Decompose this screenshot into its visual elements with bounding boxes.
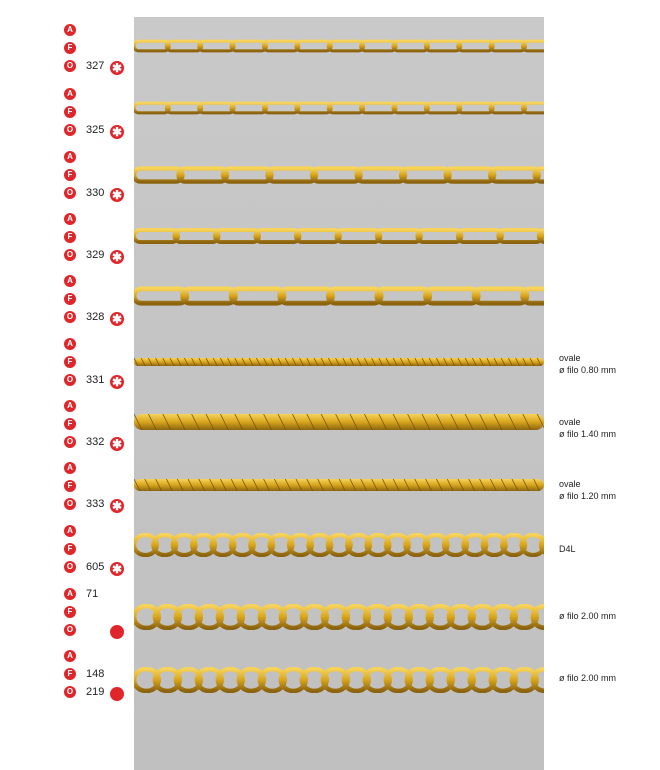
chain-image — [134, 38, 544, 59]
badge-a: A — [64, 275, 76, 287]
chain-spec-note — [559, 543, 576, 555]
dot-icon — [110, 625, 124, 639]
badge-f: F — [64, 668, 76, 680]
article-code-o: 605 — [86, 561, 105, 573]
chain-spec-note — [559, 672, 616, 684]
chain-image — [134, 533, 544, 562]
spec-line: ø filo 0.80 mm — [559, 365, 617, 375]
dot-icon — [110, 687, 124, 701]
badge-a: A — [64, 525, 76, 537]
badge-a: A — [64, 88, 76, 100]
spec-line: ø filo 1.40 mm — [559, 429, 617, 439]
spec-line: D4L — [559, 544, 576, 554]
article-code-o: 219 — [86, 686, 105, 698]
chain-image — [134, 604, 544, 635]
badge-f: F — [64, 169, 76, 181]
chain-image — [134, 667, 544, 698]
badge-f: F — [64, 606, 76, 618]
badge-a: A — [64, 588, 76, 600]
badge-o: O — [64, 436, 76, 448]
chain-spec-note — [559, 416, 616, 440]
asterisk-icon: ✱ — [111, 188, 123, 202]
badge-a: A — [64, 462, 76, 474]
chain-image — [134, 353, 544, 371]
article-code-o: 330 — [86, 187, 105, 199]
spec-line: ovale — [559, 353, 581, 363]
chain-spec-note — [559, 478, 616, 502]
badge-o: O — [64, 187, 76, 199]
badge-a: A — [64, 24, 76, 36]
badge-f: F — [64, 106, 76, 118]
spec-line: ø filo 1.20 mm — [559, 491, 617, 501]
asterisk-icon: ✱ — [111, 312, 123, 326]
badge-o: O — [64, 498, 76, 510]
badge-o: O — [64, 60, 76, 72]
badge-a: A — [64, 650, 76, 662]
asterisk-icon: ✱ — [111, 562, 123, 576]
asterisk-icon: ✱ — [111, 437, 123, 451]
article-code-o: 327 — [86, 60, 105, 72]
article-code-o: 331 — [86, 374, 105, 386]
badge-o: O — [64, 374, 76, 386]
chain-image — [134, 100, 544, 121]
spec-line: ø filo 2.00 mm — [559, 673, 617, 683]
article-code-o: 332 — [86, 436, 105, 448]
article-code-o: 328 — [86, 311, 105, 323]
article-code-a: 71 — [86, 588, 99, 600]
badge-f: F — [64, 480, 76, 492]
article-code-f: 148 — [86, 668, 105, 680]
badge-f: F — [64, 231, 76, 243]
badge-o: O — [64, 686, 76, 698]
badge-a: A — [64, 338, 76, 350]
chain-spec-note — [559, 610, 616, 622]
badge-a: A — [64, 400, 76, 412]
badge-o: O — [64, 249, 76, 261]
badge-f: F — [64, 293, 76, 305]
spec-line: ovale — [559, 417, 581, 427]
asterisk-icon: ✱ — [111, 250, 123, 264]
chain-image — [134, 164, 544, 191]
badge-o: O — [64, 624, 76, 636]
article-code-o: 333 — [86, 498, 105, 510]
chain-spec-note — [559, 352, 616, 376]
spec-line: ø filo 2.00 mm — [559, 611, 617, 621]
badge-f: F — [64, 418, 76, 430]
badge-a: A — [64, 213, 76, 225]
badge-o: O — [64, 124, 76, 136]
badge-o: O — [64, 311, 76, 323]
asterisk-icon: ✱ — [111, 499, 123, 513]
asterisk-icon: ✱ — [111, 61, 123, 75]
badge-f: F — [64, 42, 76, 54]
badge-o: O — [64, 561, 76, 573]
chain-image — [134, 284, 544, 313]
asterisk-icon: ✱ — [111, 125, 123, 139]
article-code-o: 325 — [86, 124, 105, 136]
chain-image — [134, 226, 544, 251]
article-code-o: 329 — [86, 249, 105, 261]
badge-a: A — [64, 151, 76, 163]
badge-f: F — [64, 543, 76, 555]
spec-line: ovale — [559, 479, 581, 489]
chain-image — [134, 414, 544, 435]
badge-f: F — [64, 356, 76, 368]
asterisk-icon: ✱ — [111, 375, 123, 389]
chain-image — [134, 478, 544, 496]
